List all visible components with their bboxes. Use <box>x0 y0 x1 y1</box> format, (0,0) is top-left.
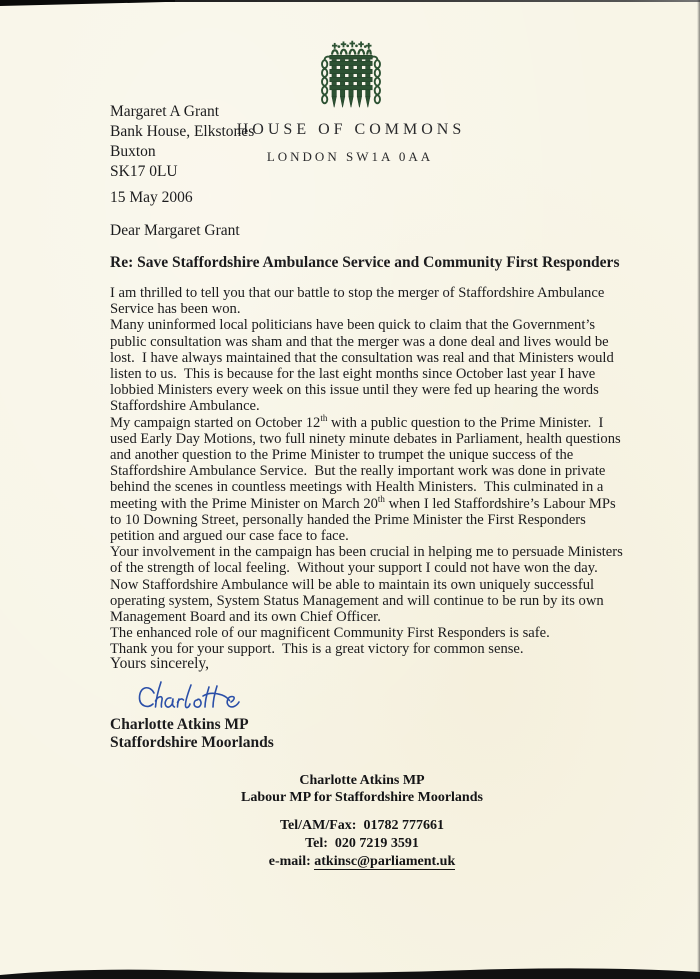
body-text: when I led Staffordshire’s Labour MPs to 10 Downing Street, personally handed the Prime Minister the First Responders petition and argued our case face to face. <box>110 495 620 545</box>
recipient-line: SK17 0LU <box>110 163 178 180</box>
footer-role: Labour MP for Staffordshire Moorlands <box>241 790 483 805</box>
signer-title: Staffordshire Moorlands <box>110 734 274 751</box>
footer-tel: Tel: 020 7219 3591 <box>305 836 419 851</box>
salutation: Dear Margaret Grant <box>110 222 240 239</box>
scan-edge-top-left-wedge <box>0 0 175 6</box>
footer-email-label: e-mail: <box>268 854 315 869</box>
recipient-line: Buxton <box>110 143 156 160</box>
letter-date: 15 May 2006 <box>110 189 193 206</box>
footer-contact-block <box>0 772 700 871</box>
body-paragraph: Thank you for your support. This is a great victory for common sense. <box>110 641 524 658</box>
footer-email-line <box>0 853 700 871</box>
valediction: Yours sincerely, <box>110 655 210 672</box>
body-paragraph: Now Staffordshire Ambulance will be able to maintain its own uniquely successful operating system, System Status Management and will continue to be run by its own Management Board and its own Chief Officer. <box>110 576 608 626</box>
recipient-line: Bank House, Elkstones <box>110 123 255 140</box>
signer-block <box>110 716 274 752</box>
body-paragraph: The enhanced role of our magnificent Community First Responders is safe. <box>110 625 550 642</box>
ordinal-superscript: th <box>377 493 385 504</box>
subject-line: Re: Save Staffordshire Ambulance Service and Community First Responders <box>110 254 620 271</box>
ordinal-superscript: th <box>320 412 328 423</box>
recipient-address <box>110 102 254 182</box>
body-paragraph: Many uninformed local politicians have been quick to claim that the Government’s public consultation was sham and that the merger was a done deal and lives would be lost. I have always maintained that the consultation was real and that Ministers would listen to us. This is because for the last eight months since October last year I have lobbied Ministers every week on this issue until they were fed up hearing the words Staffordshire Ambulance. <box>110 317 618 415</box>
letterhead-org-name: HOUSE OF COMMONS <box>236 121 466 138</box>
footer-name: Charlotte Atkins MP <box>299 773 425 788</box>
scan-edge-bottom <box>0 963 700 979</box>
body-paragraph: I am thrilled to tell you that our battle to stop the merger of Staffordshire Ambulance Service has been won. <box>110 285 608 318</box>
signer-name: Charlotte Atkins MP <box>110 716 249 733</box>
signature-handwriting <box>132 678 254 718</box>
body-text: My campaign started on October 12 <box>110 414 321 431</box>
recipient-line: Margaret A Grant <box>110 103 220 120</box>
body-paragraph <box>110 412 626 545</box>
portcullis-crest-icon <box>314 40 388 122</box>
footer-email: atkinsc@parliament.uk <box>314 854 456 869</box>
letter-body <box>110 285 626 658</box>
body-paragraph: Your involvement in the campaign has been crucial in helping me to persuade Ministers of the strength of local feeling. Without your support I could not have won the day. <box>110 544 627 577</box>
letterhead-org-address: LONDON SW1A 0AA <box>266 149 434 164</box>
body-text: with a public question to the Prime Minister. I used Early Day Motions, two full ninety minute debates in Parliament, health questions and another question to the Prime Minister to trumpet the unique success of the Staffordshire Ambulance Service. But the really important work was done in private behind the scenes in countless meetings with Health Ministers. This culminated in a meeting with the Prime Minister on March 20 <box>110 414 625 512</box>
footer-tel-am-fax: Tel/AM/Fax: 01782 777661 <box>280 818 444 833</box>
